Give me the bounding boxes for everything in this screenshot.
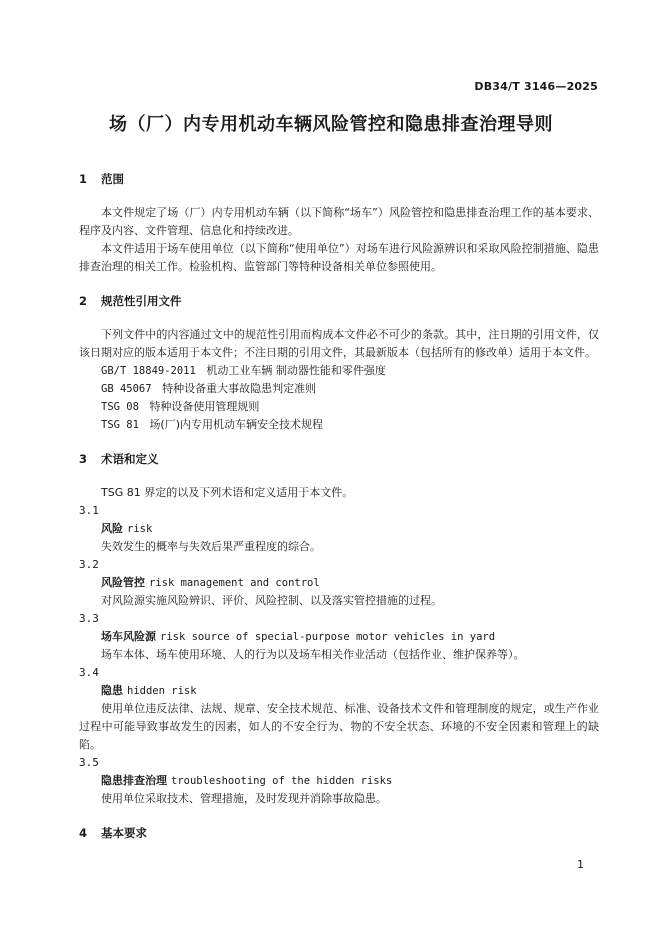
- term-number: 3.4: [79, 666, 99, 679]
- term-cn: 风险: [101, 522, 123, 535]
- term-en: risk source of special-purpose motor vehicles in yard: [160, 631, 496, 643]
- term-definition: 失效发生的概率与失效后果严重程度的综合。: [101, 540, 321, 553]
- term-definition: 使用单位违反法律、法规、规章、安全技术规范、标准、设备技术文件和管理制度的规定，或生产作业过程中可能导致事故发生的因素，如人的不安全行为、物的不安全状态、环境的不安全因素和管理上的缺陷。: [79, 702, 599, 751]
- reference-title: 机动工业车辆 制动器性能和零件强度: [206, 364, 386, 377]
- section-number: 3: [79, 452, 88, 466]
- page-number: 1: [577, 858, 584, 871]
- term-number: 3.3: [79, 612, 99, 625]
- section-title: 范围: [101, 172, 125, 186]
- term-cn: 场车风险源: [101, 630, 156, 643]
- section-4-heading: [79, 824, 599, 842]
- term-number: 3.5: [79, 756, 99, 769]
- term-number: 3.1: [79, 504, 99, 517]
- term-name: [79, 628, 599, 646]
- term-definition: 对风险源实施风险辨识、评价、风险控制、以及落实管控措施的过程。: [101, 594, 442, 607]
- reference-title: 特种设备使用管理规则: [149, 400, 260, 413]
- reference-item: [79, 398, 599, 416]
- paragraph: TSG 81 界定的以及下列术语和定义适用于本文件。: [101, 486, 354, 499]
- term-cn: 风险管控: [101, 576, 145, 589]
- term-en: risk: [127, 523, 153, 535]
- term-en: hidden risk: [127, 685, 197, 697]
- reference-code: TSG 81: [101, 419, 139, 431]
- section-number: 4: [79, 826, 88, 840]
- reference-title: 特种设备重大事故隐患判定准则: [162, 382, 317, 395]
- reference-item: [79, 362, 599, 380]
- paragraph: 本文件规定了场（厂）内专用机动车辆（以下简称“场车”）风险管控和隐患排查治理工作的基本要求、程序及内容、文件管理、信息化和持续改进。: [79, 206, 599, 237]
- section-3-heading: [79, 450, 599, 468]
- term-definition: 场车本体、场车使用环境、人的行为以及场车相关作业活动（包括作业、维护保养等）。: [101, 648, 525, 661]
- term-en: risk management and control: [149, 577, 320, 589]
- term-name: [79, 574, 599, 592]
- reference-code: GB 45067: [101, 383, 152, 395]
- term-cn: 隐患: [101, 684, 123, 697]
- term-name: [79, 682, 599, 700]
- reference-title: 场(厂)内专用机动车辆安全技术规程: [149, 418, 324, 431]
- paragraph: 本文件适用于场车使用单位（以下简称“使用单位”）对场车进行风险源辨识和采取风险控制措施、隐患排查治理的相关工作。检验机构、监管部门等特种设备相关单位参照使用。: [79, 242, 599, 273]
- section-title: 基本要求: [101, 826, 148, 840]
- section-title: 规范性引用文件: [101, 294, 182, 308]
- term-en: troubleshooting of the hidden risks: [171, 775, 393, 787]
- term-number: 3.2: [79, 558, 99, 571]
- section-1-heading: [79, 170, 599, 188]
- document-title: 场（厂）内专用机动车辆风险管控和隐患排查治理导则: [109, 114, 553, 135]
- section-2-heading: [79, 292, 599, 310]
- reference-code: GB/T 18849-2011: [101, 365, 196, 377]
- term-cn: 隐患排查治理: [101, 774, 167, 787]
- section-title: 术语和定义: [101, 452, 159, 466]
- term-definition: 使用单位采取技术、管理措施，及时发现并消除事故隐患。: [101, 792, 387, 805]
- document-body: [79, 170, 599, 842]
- paragraph: 下列文件中的内容通过文中的规范性引用而构成本文件必不可少的条款。其中，注日期的引用文件，仅该日期对应的版本适用于本文件；不注日期的引用文件，其最新版本（包括所有的修改单）适用于本文件。: [79, 328, 599, 359]
- term-name: [79, 520, 599, 538]
- reference-item: [79, 416, 599, 434]
- term-name: [79, 772, 599, 790]
- section-number: 2: [79, 294, 88, 308]
- section-number: 1: [79, 172, 88, 186]
- standard-number: DB34/T 3146—2025: [474, 80, 598, 93]
- reference-code: TSG 08: [101, 401, 139, 413]
- reference-item: [79, 380, 599, 398]
